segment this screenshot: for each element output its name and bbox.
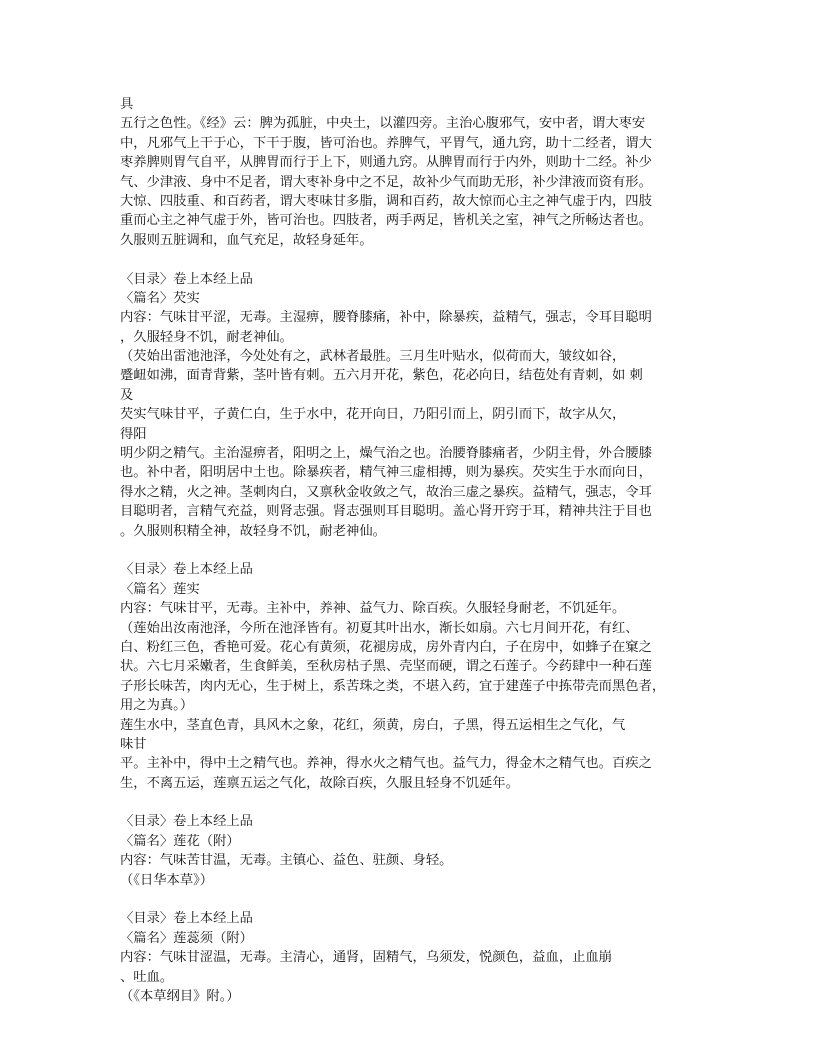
text-line: 状。六七月采嫩者，生食鲜美，至秋房枯子黑、壳坚而硬，谓之石莲子。今药肆中一种石莲 xyxy=(120,659,652,675)
text-line: 白、粉红三色，香艳可爱。花心有黄须，花褪房成，房外青内白，子在房中，如蜂子在窠之 xyxy=(120,639,652,655)
text-line: 内容：气味甘平涩，无毒。主湿痹，腰脊膝痛，补中，除暴疾，益精气，强志，令耳目聪明 xyxy=(120,310,652,326)
section-catalog-heading: 〈目录〉卷上本经上品 xyxy=(120,814,253,830)
text-line: 生，不离五运，莲禀五运之气化，故除百疾，久服且轻身不饥延年。 xyxy=(120,775,519,791)
text-line: 枣养脾则胃气自平，从脾胃而行于上下，则通九窍。从脾胃而行于内外，则助十二经。补少 xyxy=(120,155,652,171)
text-line: 大惊、四肢重、和百药者，谓大枣味甘多脂，调和百药，故大惊而心主之神气虚于内，四肢 xyxy=(120,193,652,209)
text-line: 芡实气味甘平，子黄仁白，生于水中，花开向日，乃阳引而上，阴引而下，故字从欠， xyxy=(120,407,626,423)
blank-line xyxy=(120,793,720,812)
section-catalog-heading: 〈目录〉卷上本经上品 xyxy=(120,911,253,927)
text-line: 内容：气味甘平，无毒。主补中，养神、益气力、除百疾。久服轻身耐老，不饥延年。 xyxy=(120,601,626,617)
text-line: 得水之精，火之神。茎刺肉白，又禀秋金收敛之气，故治三虚之暴疾。益精气，强志，令耳 xyxy=(120,484,652,500)
text-line: 目聪明者，言精气充益，则肾志强。肾志强则耳目聪明。盖心肾开窍于耳，精神共注于目也 xyxy=(120,504,652,520)
section-title-heading: 〈篇名〉莲实 xyxy=(120,581,200,597)
text-line: 。久服则积精全神，故轻身不饥，耐老神仙。 xyxy=(120,523,386,539)
blank-line xyxy=(120,890,720,909)
text-line: 也。补中者，阳明居中土也。除暴疾者，精气神三虚相搏，则为暴疾。芡实生于水而向日， xyxy=(120,465,652,481)
text-line: 及 xyxy=(120,387,134,403)
text-line: 得阳 xyxy=(120,426,147,442)
text-line: （《本草纲目》附。） xyxy=(120,988,240,1004)
section-title-heading: 〈篇名〉莲蕊须（附） xyxy=(120,930,253,946)
text-line: （芡始出雷池池泽，今处处有之，武林者最胜。三月生叶贴水，似荷而大，皱纹如谷， xyxy=(120,349,626,365)
text-line: 味甘 xyxy=(120,736,147,752)
text-line: 气、少津液、身中不足者，谓大枣补身中之不足，故补少气而助无形，补少津液而资有形。 xyxy=(120,174,652,190)
text-line: 五行之色性。《经》云：脾为孤脏，中央土，以灌四旁。主治心腹邪气，安中者，谓大枣安 xyxy=(120,116,646,132)
text-line: 内容：气味苦甘温，无毒。主镇心、益色、驻颜、身轻。 xyxy=(120,853,453,869)
section-title-heading: 〈篇名〉莲花（附） xyxy=(120,833,240,849)
section-title-heading: 〈篇名〉芡实 xyxy=(120,290,200,306)
text-line: （莲始出汝南池泽，今所在池泽皆有。初夏其叶出水，渐长如扇。六七月间开花，有红、 xyxy=(120,620,639,636)
section-catalog-heading: 〈目录〉卷上本经上品 xyxy=(120,562,253,578)
text-line: 重而心主之神气虚于外，皆可治也。四肢者，两手两足，皆机关之室，神气之所畅达者也。 xyxy=(120,213,652,229)
text-line: 、吐血。 xyxy=(120,969,174,985)
text-line: 明少阴之精气。主治湿痹者，阳明之上，燥气治之也。治腰脊膝痛者，少阴主骨，外合腰膝 xyxy=(120,446,652,462)
section-catalog-heading: 〈目录〉卷上本经上品 xyxy=(120,271,253,287)
text-line: 蹙衄如沸，面青背紫，茎叶皆有刺。五六月开花，紫色，花必向日，结苞处有青刺，如 刺 xyxy=(120,368,643,384)
text-line: ，久服轻身不饥，耐老神仙。 xyxy=(120,329,293,345)
text-line: （《日华本草》） xyxy=(120,872,214,888)
text-line: 中，凡邪气上干于心，下干于腹，皆可治也。养脾气，平胃气，通九窍，助十二经者，谓大 xyxy=(120,135,652,151)
document-page xyxy=(120,95,720,1006)
text-line: 莲生水中，茎直色青，具风木之象，花红，须黄，房白，子黑，得五运相生之气化，气 xyxy=(120,717,626,733)
text-line: 久服则五脏调和，血气充足，故轻身延年。 xyxy=(120,232,373,248)
text-line: 内容：气味甘涩温，无毒。主清心，通肾，固精气，乌须发，悦颜色，益血，止血崩 xyxy=(120,950,612,966)
blank-line xyxy=(120,250,720,269)
blank-line xyxy=(120,541,720,560)
text-line: 子形长味苦，肉内无心，生于树上，系苦珠之类，不堪入药，宜于建莲子中拣带壳而黑色者， xyxy=(120,678,666,694)
text-line: 具 xyxy=(120,97,134,112)
text-line: 平。主补中，得中土之精气也。养神，得水火之精气也。益气力，得金木之精气也。百疾之 xyxy=(120,756,652,772)
text-line: 用之为真。） xyxy=(120,698,194,714)
